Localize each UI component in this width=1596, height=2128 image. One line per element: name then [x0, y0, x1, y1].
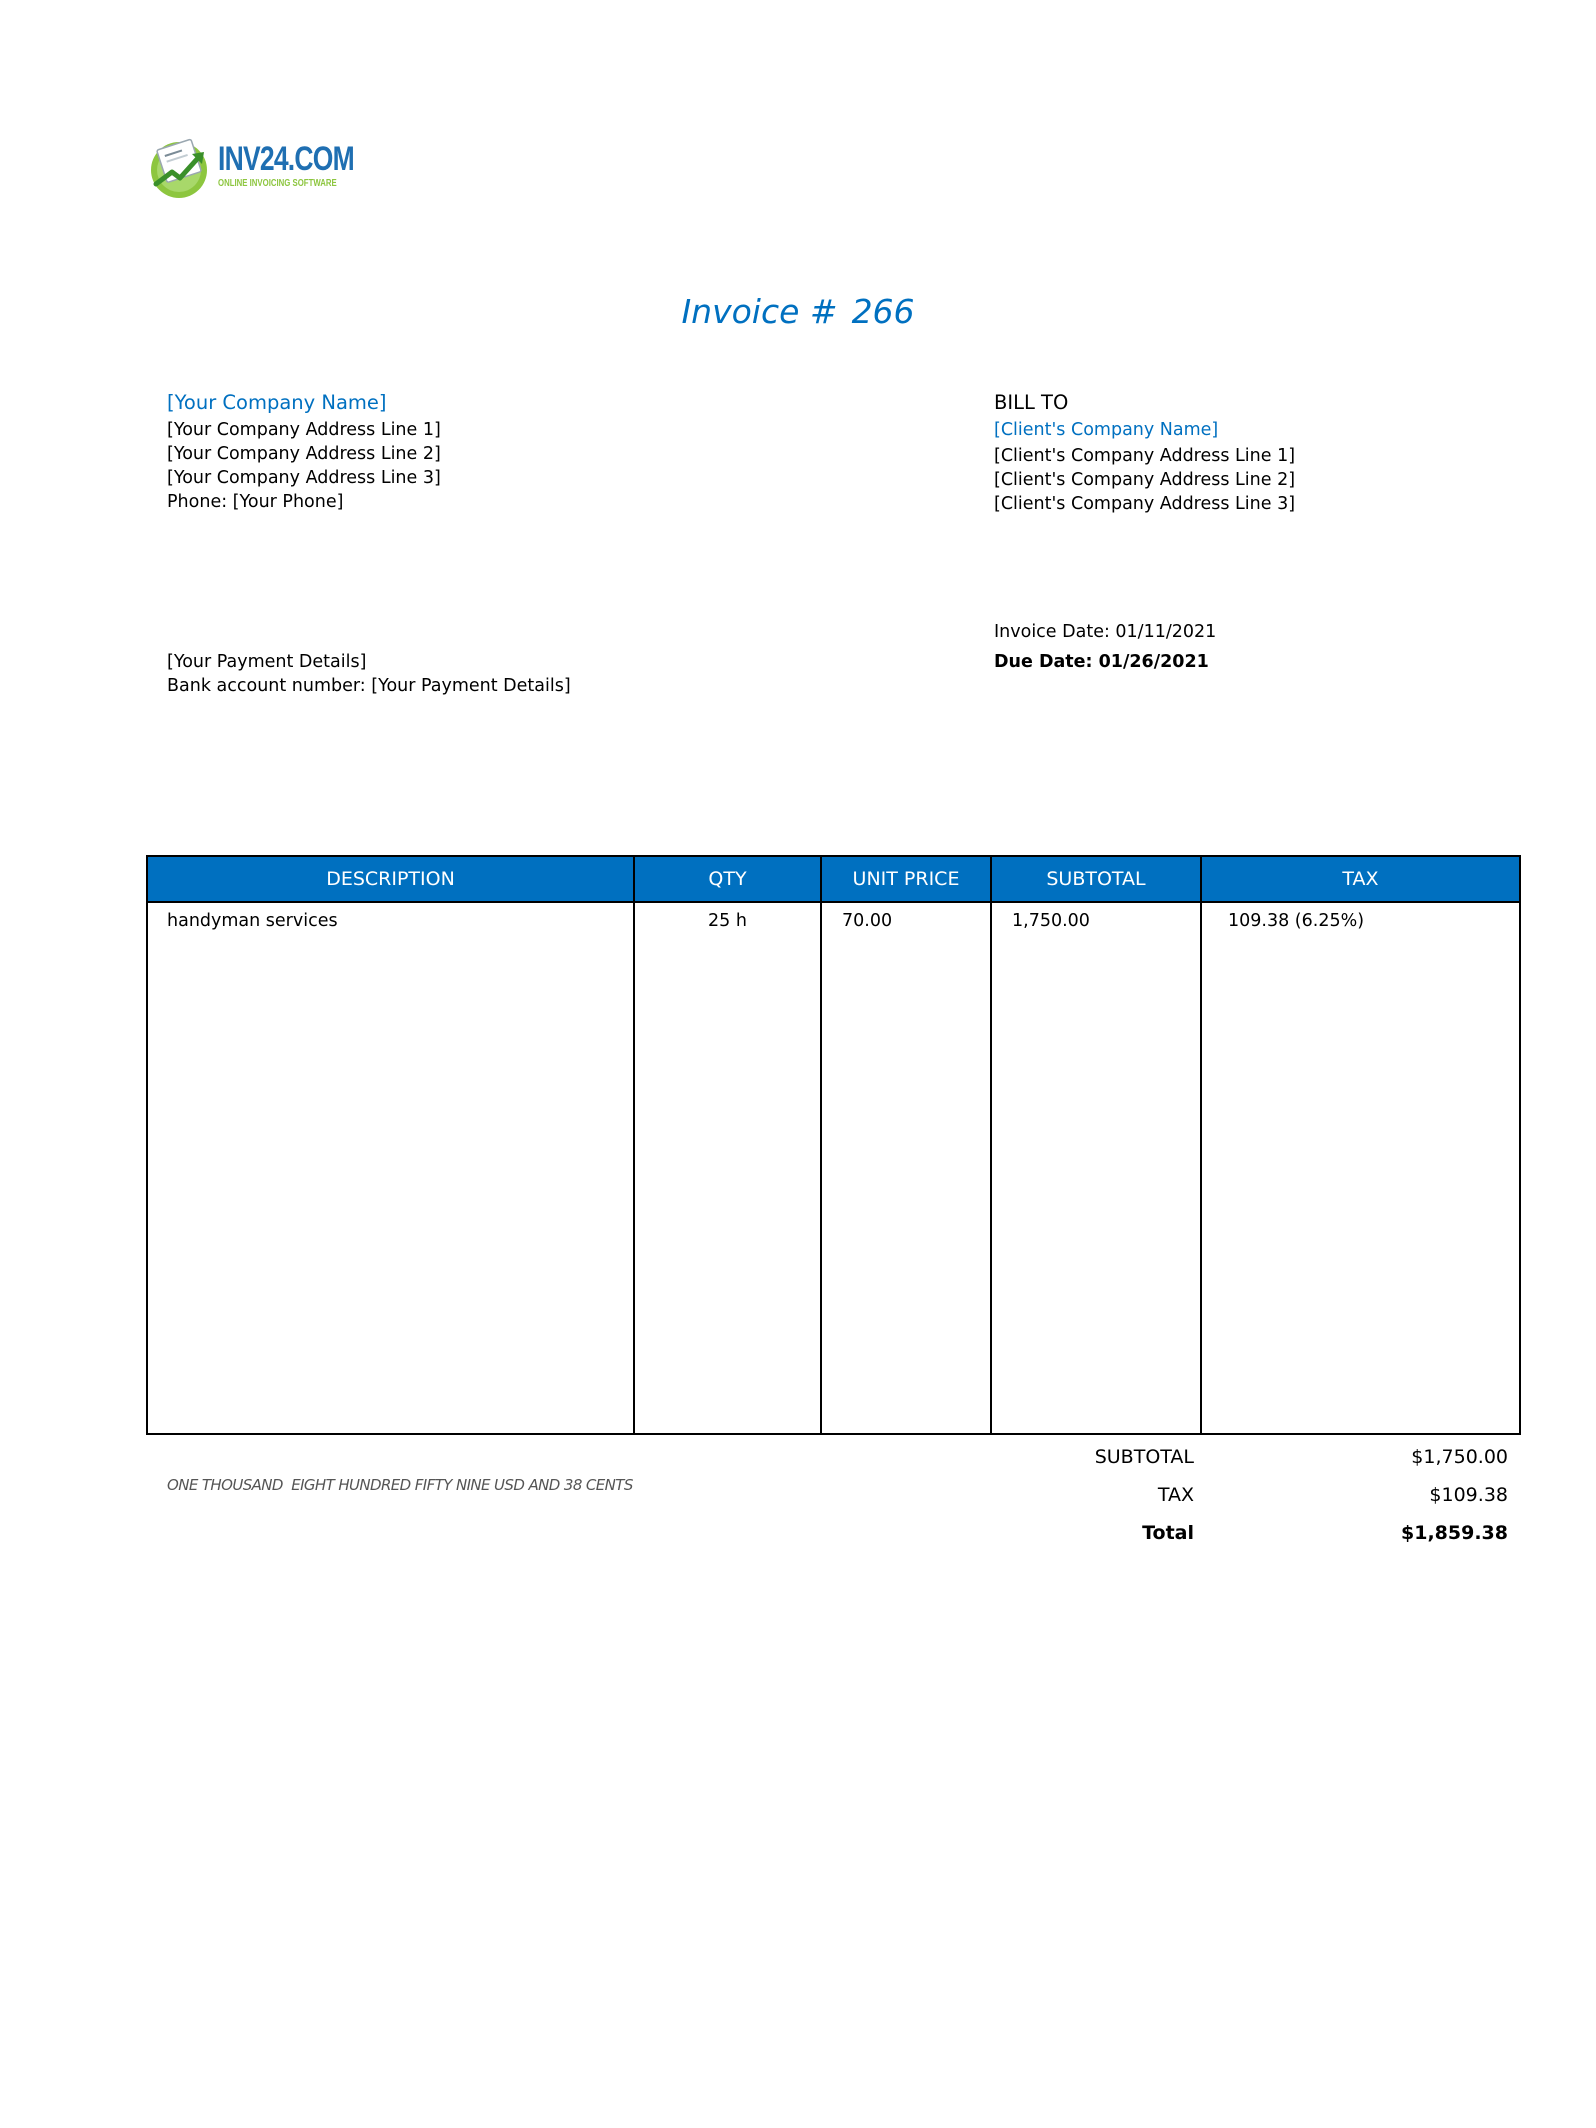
seller-address-line-3: [Your Company Address Line 3]: [167, 468, 441, 488]
col-header-unit-price: UNIT PRICE: [852, 868, 960, 890]
seller-address-line-1: [Your Company Address Line 1]: [167, 420, 441, 440]
total-label: Total: [1142, 1522, 1194, 1544]
bill-to-heading: BILL TO: [994, 391, 1069, 414]
table-header: [148, 857, 1519, 903]
col-header-description: DESCRIPTION: [326, 868, 455, 890]
cell-qty: 25 h: [708, 911, 747, 931]
dates-block: [994, 620, 1216, 674]
cell-tax: 109.38 (6.25%): [1228, 911, 1365, 931]
payment-block: [167, 650, 571, 698]
tax-label: TAX: [1157, 1484, 1194, 1506]
client-address-line-1: [Client's Company Address Line 1]: [994, 446, 1296, 466]
invoice-title-label: Invoice #: [681, 292, 838, 331]
client-address-line-2: [Client's Company Address Line 2]: [994, 470, 1296, 490]
amount-in-words: ONE THOUSAND EIGHT HUNDRED FIFTY NINE USD AND 38 CENTS: [167, 1476, 633, 1494]
company-logo: [146, 134, 356, 200]
cell-description: handyman services: [167, 911, 338, 931]
client-address-line-3: [Client's Company Address Line 3]: [994, 494, 1296, 514]
col-header-subtotal: SUBTOTAL: [1046, 868, 1146, 890]
invoice-date: Invoice Date: 01/11/2021: [994, 622, 1217, 642]
payment-details: [Your Payment Details]: [167, 652, 367, 672]
invoice-title: [0, 290, 1596, 334]
bank-account: Bank account number: [Your Payment Details]: [167, 676, 571, 696]
col-divider: [820, 857, 822, 1433]
col-divider: [990, 857, 992, 1433]
logo-name: INV24.COM: [218, 140, 354, 178]
col-divider: [1200, 857, 1202, 1433]
total-value: $1,859.38: [1401, 1522, 1508, 1544]
items-table: [146, 855, 1521, 1435]
col-header-tax: TAX: [1342, 868, 1379, 890]
invoice-arrow-icon: [146, 134, 212, 200]
logo-tagline: ONLINE INVOICING SOFTWARE: [218, 178, 337, 189]
due-date: Due Date: 01/26/2021: [994, 652, 1209, 672]
cell-subtotal: 1,750.00: [1012, 911, 1090, 931]
tax-value: $109.38: [1429, 1484, 1508, 1506]
seller-address-line-2: [Your Company Address Line 2]: [167, 444, 441, 464]
seller-company-name: [Your Company Name]: [167, 391, 387, 414]
client-company-name: [Client's Company Name]: [994, 420, 1219, 440]
invoice-number: 266: [851, 292, 915, 331]
cell-unit-price: 70.00: [842, 911, 893, 931]
col-divider: [633, 857, 635, 1433]
col-header-qty: QTY: [708, 868, 747, 890]
subtotal-label: SUBTOTAL: [1094, 1446, 1194, 1468]
seller-block: [167, 390, 441, 514]
seller-phone: Phone: [Your Phone]: [167, 492, 344, 512]
subtotal-value: $1,750.00: [1411, 1446, 1508, 1468]
bill-to-block: [994, 390, 1295, 516]
